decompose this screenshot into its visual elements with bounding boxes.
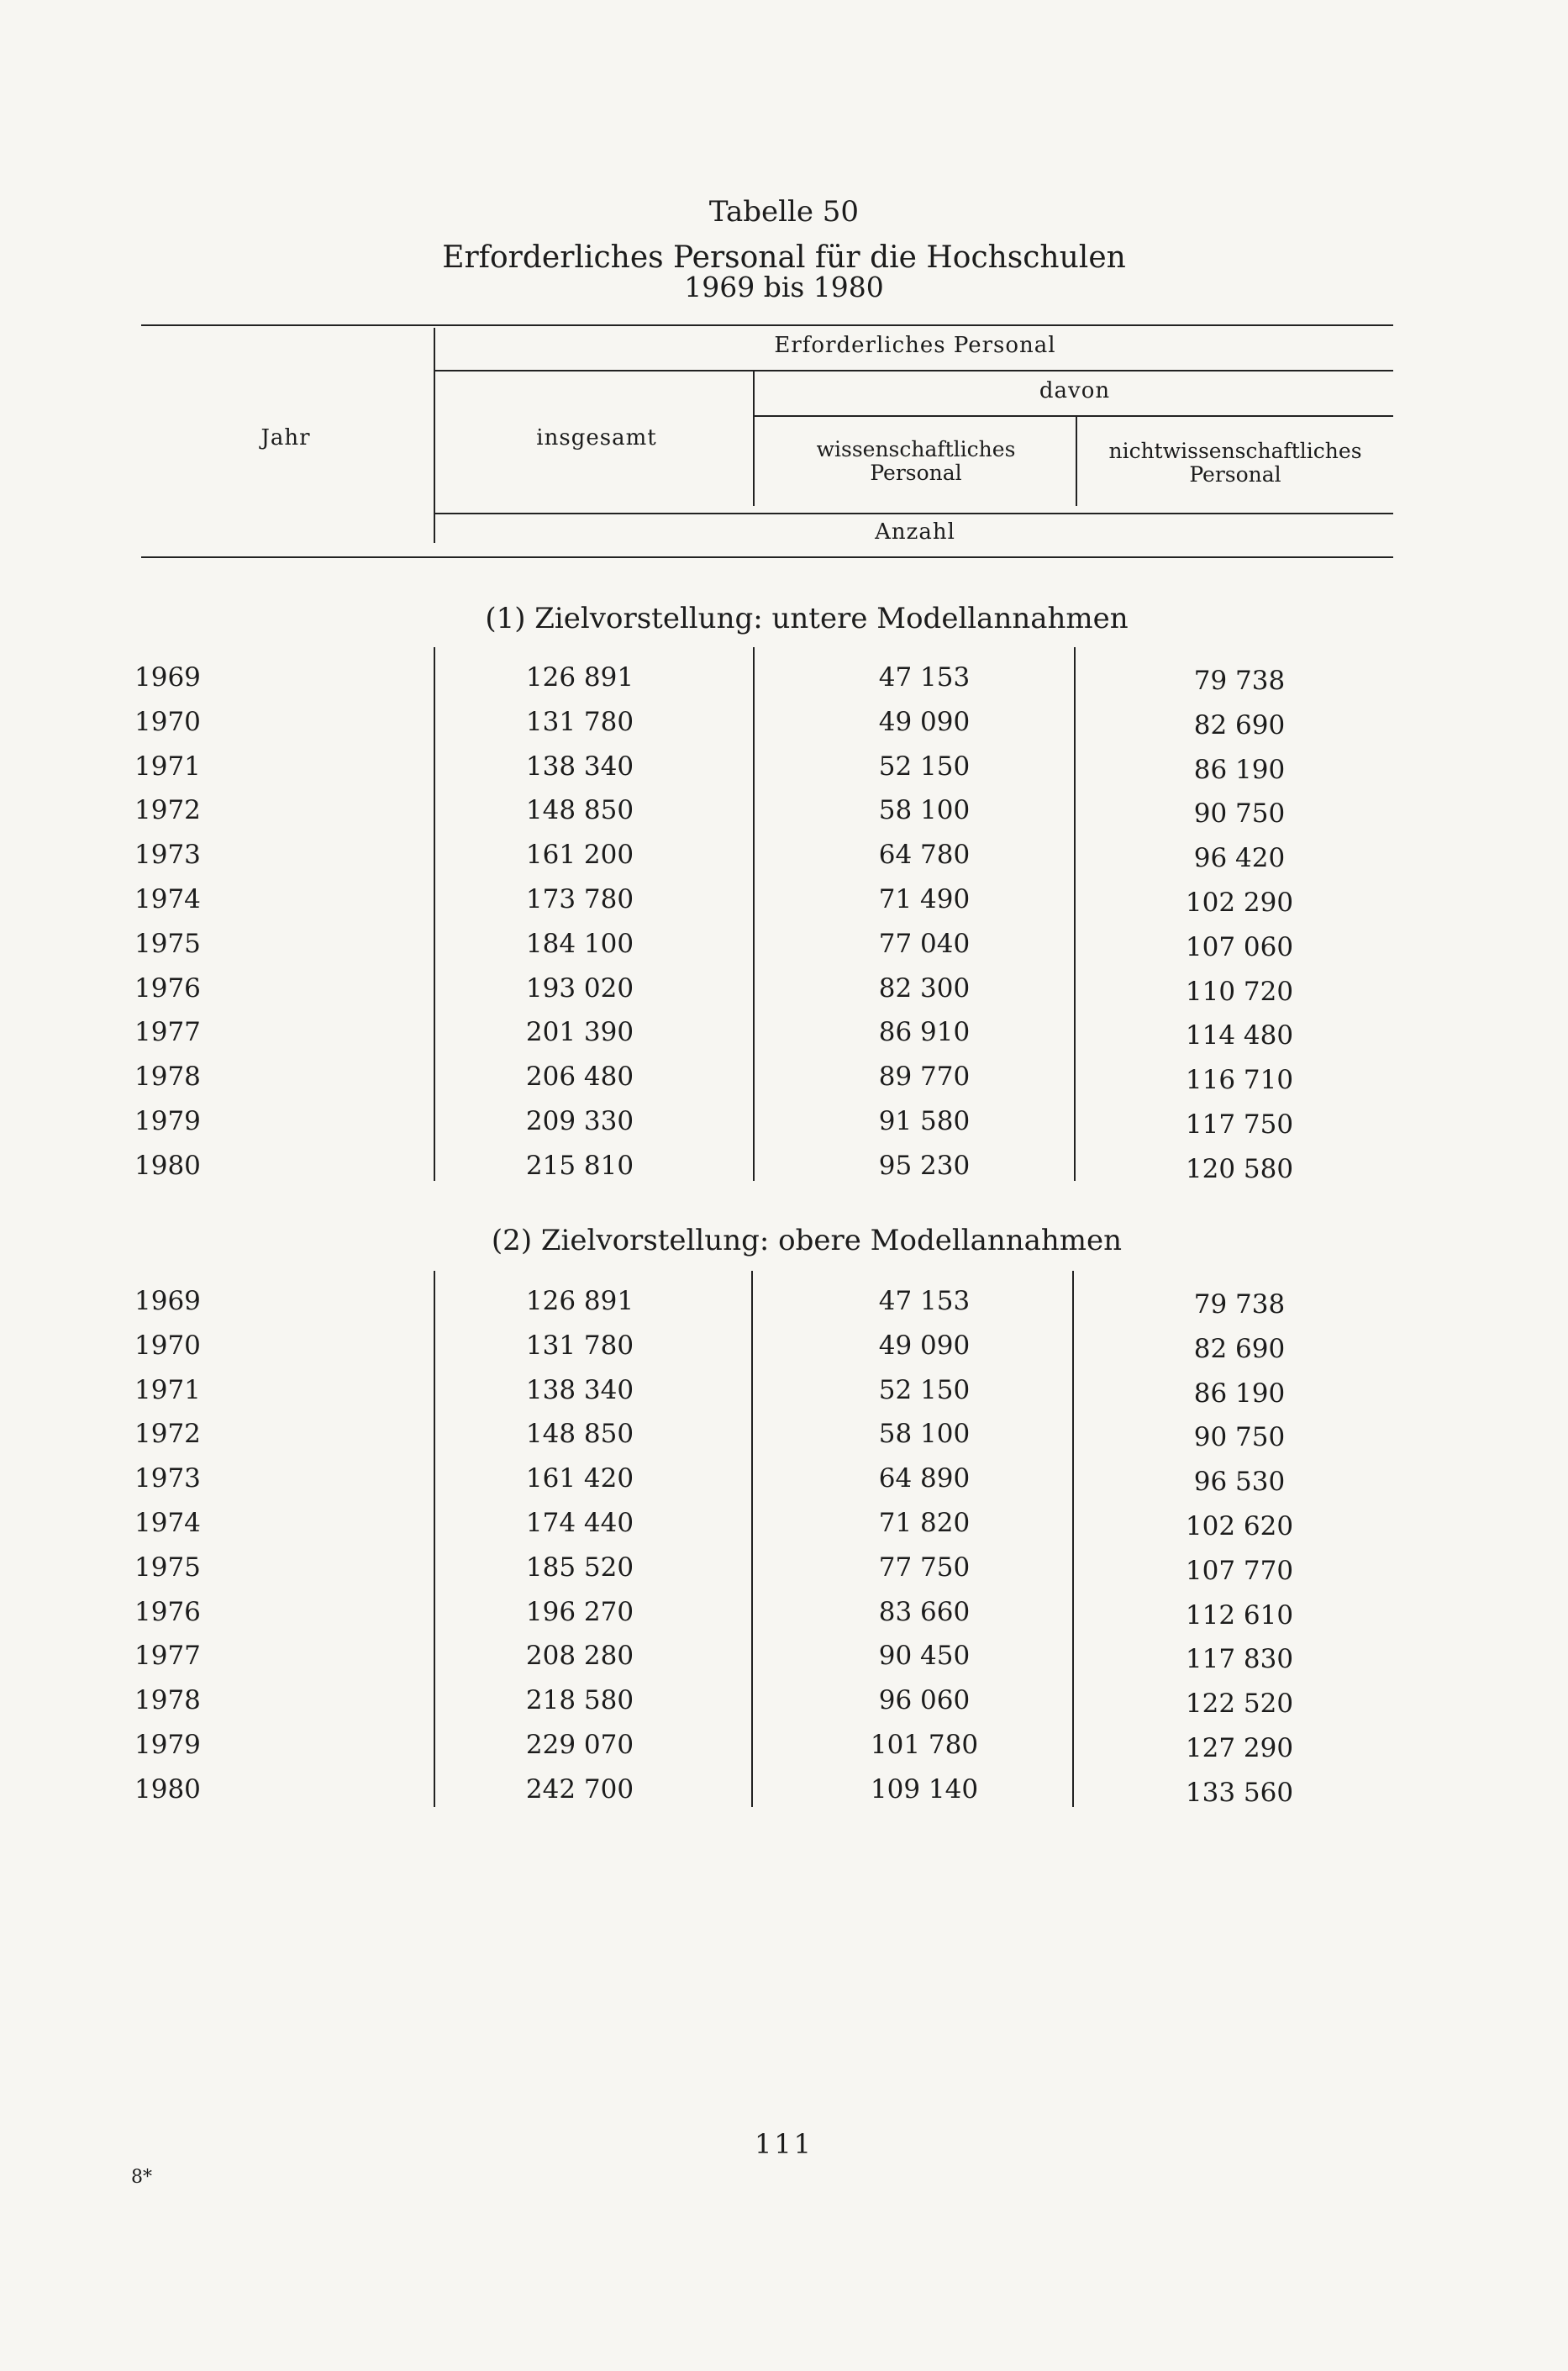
total-cell: 138 340: [525, 751, 634, 782]
year-cell: 1970: [134, 1330, 201, 1361]
non-scientific-cell: 96 420: [1193, 843, 1286, 874]
year-cell: 1969: [134, 1286, 201, 1316]
total-cell: 193 020: [525, 972, 634, 1004]
total-cell: 206 480: [525, 1062, 634, 1093]
year-cell: 1978: [134, 1685, 201, 1716]
scientific-cell: 47 153: [878, 662, 971, 693]
section1-divider-scientific: [1074, 647, 1076, 1181]
year-cell: 1974: [134, 884, 201, 914]
total-cell: 174 440: [525, 1508, 634, 1538]
non-scientific-cell: 107 770: [1185, 1555, 1294, 1586]
non-scientific-cell: 117 750: [1185, 1109, 1294, 1140]
total-cell: 242 700: [525, 1773, 634, 1805]
non-scientific-cell: 90 750: [1193, 1422, 1286, 1453]
total-cell: 229 070: [525, 1730, 634, 1760]
total-cell: 131 780: [525, 1330, 634, 1361]
total-cell: 148 850: [525, 795, 634, 826]
scientific-cell: 58 100: [878, 1419, 971, 1450]
section1-divider-year: [434, 647, 435, 1181]
total-cell: 218 580: [525, 1685, 634, 1716]
total-cell: 138 340: [525, 1374, 634, 1405]
non-scientific-cell: 79 738: [1193, 666, 1286, 696]
scientific-cell: 101 780: [870, 1730, 979, 1760]
total-cell: 126 891: [525, 662, 634, 693]
scientific-cell: 52 150: [878, 1374, 971, 1405]
non-scientific-cell: 116 710: [1185, 1065, 1294, 1096]
year-cell: 1973: [134, 840, 201, 871]
scientific-cell: 82 300: [878, 972, 971, 1004]
non-scientific-cell: 122 520: [1185, 1689, 1294, 1720]
non-scientific-cell: 107 060: [1185, 931, 1294, 962]
scientific-cell: 58 100: [878, 795, 971, 826]
header-of-which: davon: [1039, 378, 1111, 403]
scientific-cell: 77 040: [878, 928, 971, 959]
non-scientific-cell: 133 560: [1185, 1777, 1294, 1808]
header-required-personnel: Erforderliches Personal: [774, 333, 1056, 358]
section2-divider-year: [434, 1271, 435, 1807]
year-cell: 1979: [134, 1106, 201, 1136]
section2-divider-scientific: [1072, 1271, 1074, 1807]
scientific-cell: 89 770: [878, 1062, 971, 1093]
scientific-cell: 52 150: [878, 751, 971, 782]
year-cell: 1979: [134, 1730, 201, 1760]
total-cell: 148 850: [525, 1419, 634, 1450]
page-number: 111: [754, 2128, 814, 2160]
scientific-cell: 91 580: [878, 1106, 971, 1136]
non-scientific-cell: 90 750: [1193, 798, 1286, 830]
scientific-cell: 109 140: [870, 1773, 979, 1805]
scientific-cell: 96 060: [878, 1685, 971, 1716]
scientific-cell: 77 750: [878, 1552, 971, 1583]
signature-mark: 8*: [131, 2167, 152, 2188]
non-scientific-cell: 112 610: [1185, 1599, 1294, 1631]
year-cell: 1977: [134, 1641, 201, 1672]
scientific-cell: 71 490: [878, 884, 971, 914]
total-cell: 161 420: [525, 1463, 634, 1494]
total-cell: 201 390: [525, 1017, 634, 1048]
non-scientific-cell: 110 720: [1185, 976, 1294, 1007]
scientific-cell: 49 090: [878, 1330, 971, 1361]
non-scientific-cell: 86 190: [1193, 754, 1286, 785]
year-cell: 1975: [134, 928, 201, 959]
table-title: Erforderliches Personal für die Hochschulen: [442, 240, 1126, 275]
year-cell: 1971: [134, 751, 201, 782]
year-cell: 1977: [134, 1017, 201, 1048]
total-cell: 196 270: [525, 1596, 634, 1627]
header-rule-under-required: [435, 370, 1393, 371]
year-cell: 1975: [134, 1552, 201, 1583]
non-scientific-cell: 114 480: [1185, 1020, 1294, 1051]
header-unit: Anzahl: [875, 519, 955, 545]
scientific-cell: 86 910: [878, 1017, 971, 1048]
non-scientific-cell: 82 690: [1193, 709, 1286, 740]
year-cell: 1972: [134, 1419, 201, 1450]
header-non-scientific-line1: nichtwissenschaftliches: [1108, 439, 1362, 463]
non-scientific-cell: 96 530: [1193, 1467, 1286, 1498]
section-title: (2) Zielvorstellung: obere Modellannahmen: [491, 1224, 1123, 1257]
year-cell: 1973: [134, 1463, 201, 1494]
scientific-cell: 47 153: [878, 1286, 971, 1316]
total-cell: 215 810: [525, 1150, 634, 1181]
non-scientific-cell: 86 190: [1193, 1378, 1286, 1409]
scientific-cell: 71 820: [878, 1508, 971, 1538]
year-cell: 1970: [134, 706, 201, 737]
total-cell: 161 200: [525, 840, 634, 871]
scientific-cell: 64 890: [878, 1463, 971, 1494]
year-cell: 1980: [134, 1773, 201, 1805]
header-bottom-rule: [141, 556, 1393, 558]
non-scientific-cell: 102 620: [1185, 1511, 1294, 1541]
year-cell: 1978: [134, 1062, 201, 1093]
non-scientific-cell: 79 738: [1193, 1289, 1286, 1320]
scientific-cell: 95 230: [878, 1150, 971, 1181]
total-cell: 173 780: [525, 884, 634, 914]
total-cell: 126 891: [525, 1286, 634, 1316]
header-year: Jahr: [260, 425, 311, 450]
header-divider-year: [434, 328, 435, 543]
table-year-range: 1969 bis 1980: [684, 271, 884, 303]
header-scientific-line2: Personal: [870, 461, 962, 485]
non-scientific-cell: 117 830: [1185, 1644, 1294, 1675]
year-cell: 1976: [134, 1596, 201, 1627]
year-cell: 1976: [134, 972, 201, 1004]
header-scientific-line1: wissenschaftliches: [816, 437, 1016, 461]
non-scientific-cell: 120 580: [1185, 1153, 1294, 1184]
scientific-cell: 64 780: [878, 840, 971, 871]
table-label: Tabelle 50: [708, 195, 860, 229]
scientific-cell: 90 450: [878, 1641, 971, 1672]
section-title: (1) Zielvorstellung: untere Modellannahmen: [485, 602, 1129, 635]
year-cell: 1974: [134, 1508, 201, 1538]
scientific-cell: 83 660: [878, 1596, 971, 1627]
total-cell: 185 520: [525, 1552, 634, 1583]
section1-divider-total: [753, 647, 755, 1181]
header-rule-above-unit: [435, 513, 1393, 514]
year-cell: 1971: [134, 1374, 201, 1405]
total-cell: 184 100: [525, 928, 634, 959]
header-divider-total: [753, 371, 755, 506]
section2-divider-total: [751, 1271, 753, 1807]
year-cell: 1980: [134, 1150, 201, 1181]
header-top-rule: [141, 324, 1393, 326]
header-non-scientific-line2: Personal: [1189, 462, 1281, 487]
year-cell: 1969: [134, 662, 201, 693]
non-scientific-cell: 127 290: [1185, 1733, 1294, 1763]
total-cell: 208 280: [525, 1641, 634, 1672]
header-total: insgesamt: [536, 425, 657, 450]
header-rule-under-davon: [755, 415, 1393, 417]
total-cell: 209 330: [525, 1106, 634, 1136]
non-scientific-cell: 82 690: [1193, 1333, 1286, 1364]
scientific-cell: 49 090: [878, 706, 971, 737]
non-scientific-cell: 102 290: [1185, 888, 1294, 918]
year-cell: 1972: [134, 795, 201, 826]
total-cell: 131 780: [525, 706, 634, 737]
